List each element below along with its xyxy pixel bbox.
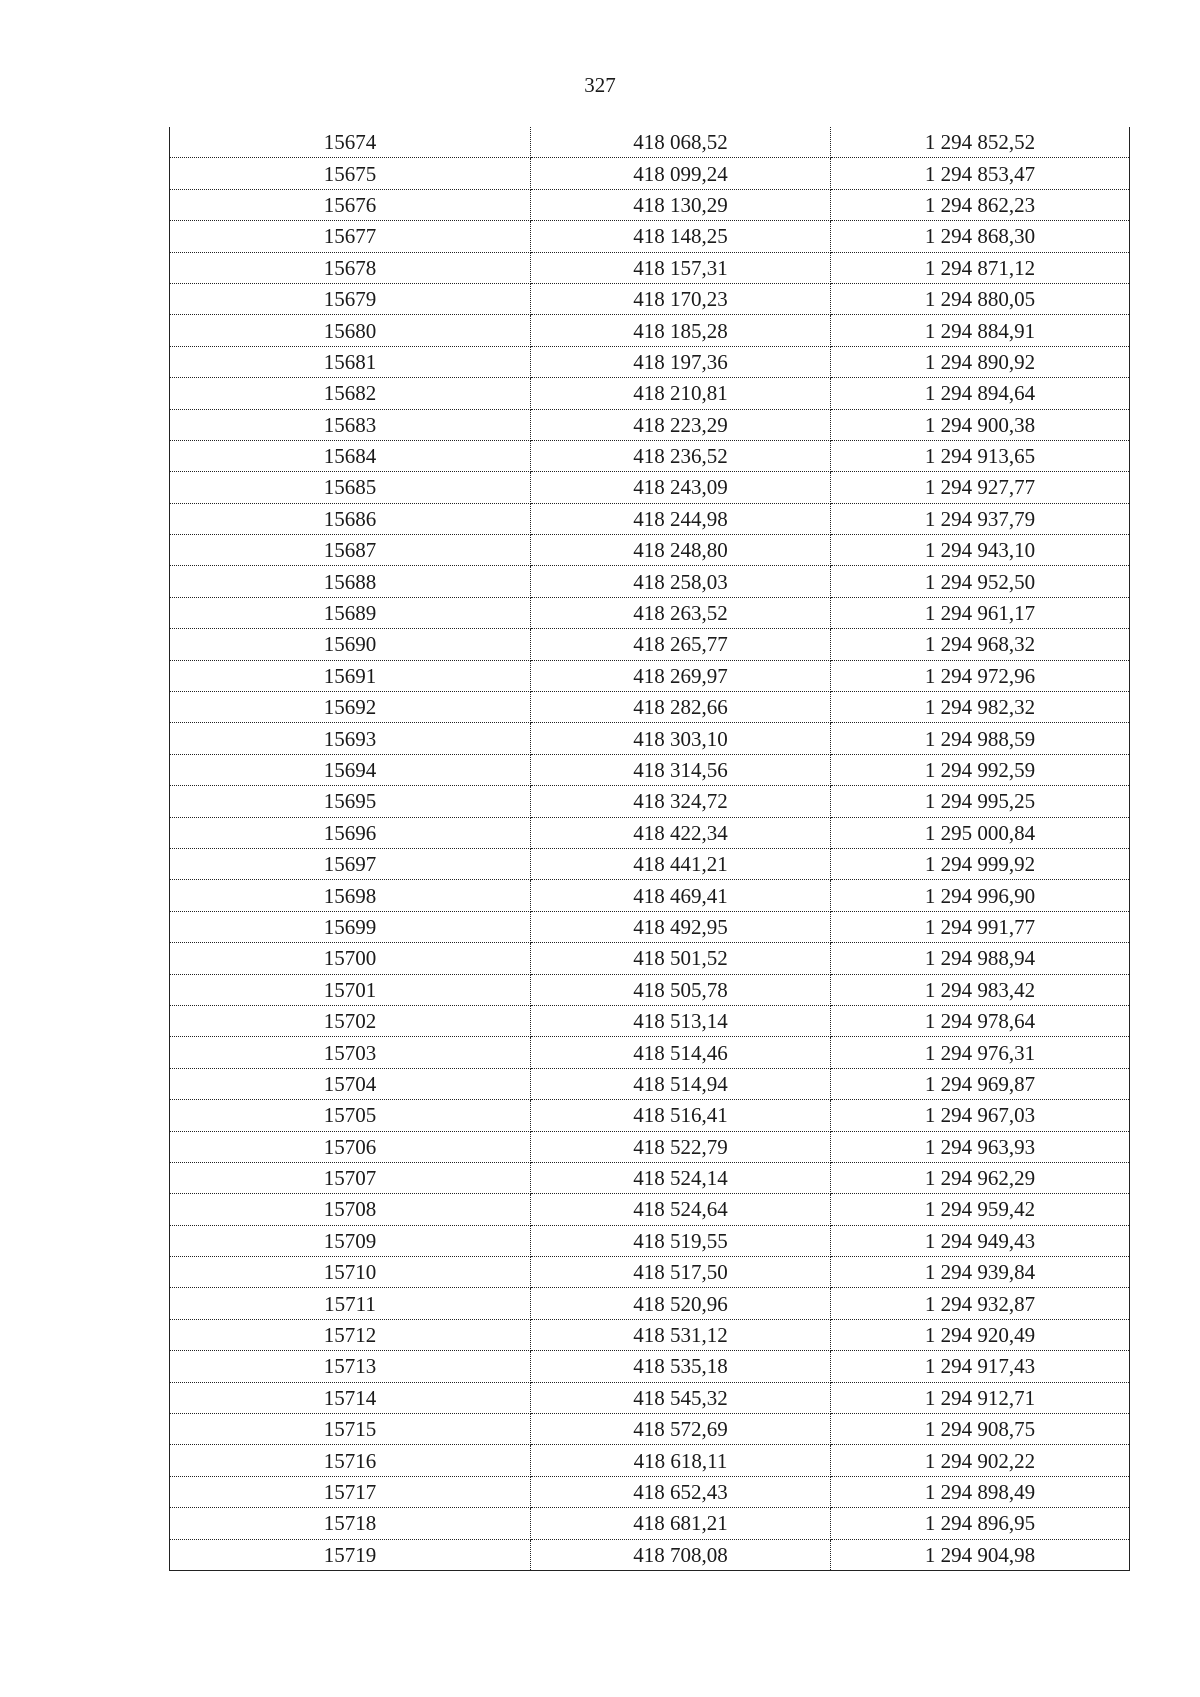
- x-coordinate-cell: 418 282,66: [531, 692, 831, 723]
- y-coordinate-cell: 1 294 952,50: [831, 566, 1130, 597]
- y-coordinate-cell: 1 294 996,90: [831, 880, 1130, 911]
- point-number-cell: 15715: [170, 1414, 531, 1445]
- table-row: [170, 848, 1130, 879]
- y-coordinate-cell: 1 294 853,47: [831, 158, 1130, 189]
- point-number-cell: 15695: [170, 786, 531, 817]
- y-coordinate-cell: 1 294 972,96: [831, 660, 1130, 691]
- x-coordinate-cell: 418 236,52: [531, 440, 831, 471]
- table-row: [170, 817, 1130, 848]
- table-row: [170, 1508, 1130, 1539]
- x-coordinate-cell: 418 520,96: [531, 1288, 831, 1319]
- y-coordinate-cell: 1 294 900,38: [831, 409, 1130, 440]
- table-row: [170, 252, 1130, 283]
- point-number-cell: 15707: [170, 1162, 531, 1193]
- point-number-cell: 15717: [170, 1476, 531, 1507]
- x-coordinate-cell: 418 170,23: [531, 283, 831, 314]
- table-row: [170, 1319, 1130, 1350]
- table-row: [170, 629, 1130, 660]
- point-number-cell: 15674: [170, 127, 531, 158]
- y-coordinate-cell: 1 294 852,52: [831, 127, 1130, 158]
- x-coordinate-cell: 418 157,31: [531, 252, 831, 283]
- y-coordinate-cell: 1 294 913,65: [831, 440, 1130, 471]
- x-coordinate-cell: 418 516,41: [531, 1100, 831, 1131]
- point-number-cell: 15712: [170, 1319, 531, 1350]
- x-coordinate-cell: 418 223,29: [531, 409, 831, 440]
- point-number-cell: 15704: [170, 1068, 531, 1099]
- y-coordinate-cell: 1 294 902,22: [831, 1445, 1130, 1476]
- point-number-cell: 15702: [170, 1005, 531, 1036]
- y-coordinate-cell: 1 294 959,42: [831, 1194, 1130, 1225]
- x-coordinate-cell: 418 519,55: [531, 1225, 831, 1256]
- y-coordinate-cell: 1 294 999,92: [831, 848, 1130, 879]
- x-coordinate-cell: 418 099,24: [531, 158, 831, 189]
- y-coordinate-cell: 1 294 967,03: [831, 1100, 1130, 1131]
- y-coordinate-cell: 1 294 969,87: [831, 1068, 1130, 1099]
- y-coordinate-cell: 1 294 983,42: [831, 974, 1130, 1005]
- table-row: [170, 315, 1130, 346]
- point-number-cell: 15709: [170, 1225, 531, 1256]
- point-number-cell: 15718: [170, 1508, 531, 1539]
- y-coordinate-cell: 1 294 976,31: [831, 1037, 1130, 1068]
- point-number-cell: 15688: [170, 566, 531, 597]
- point-number-cell: 15703: [170, 1037, 531, 1068]
- x-coordinate-cell: 418 197,36: [531, 346, 831, 377]
- x-coordinate-cell: 418 303,10: [531, 723, 831, 754]
- point-number-cell: 15687: [170, 535, 531, 566]
- point-number-cell: 15677: [170, 221, 531, 252]
- y-coordinate-cell: 1 294 943,10: [831, 535, 1130, 566]
- table-row: [170, 283, 1130, 314]
- table-row: [170, 409, 1130, 440]
- y-coordinate-cell: 1 294 982,32: [831, 692, 1130, 723]
- table-row: [170, 189, 1130, 220]
- table-row: [170, 127, 1130, 158]
- x-coordinate-cell: 418 243,09: [531, 472, 831, 503]
- table-row: [170, 1100, 1130, 1131]
- table-row: [170, 754, 1130, 785]
- x-coordinate-cell: 418 514,94: [531, 1068, 831, 1099]
- table-row: [170, 221, 1130, 252]
- point-number-cell: 15714: [170, 1382, 531, 1413]
- point-number-cell: 15684: [170, 440, 531, 471]
- table-row: [170, 1288, 1130, 1319]
- y-coordinate-cell: 1 294 995,25: [831, 786, 1130, 817]
- x-coordinate-cell: 418 513,14: [531, 1005, 831, 1036]
- x-coordinate-cell: 418 269,97: [531, 660, 831, 691]
- table-row: [170, 1131, 1130, 1162]
- point-number-cell: 15700: [170, 943, 531, 974]
- point-number-cell: 15680: [170, 315, 531, 346]
- table-row: [170, 1257, 1130, 1288]
- y-coordinate-cell: 1 294 937,79: [831, 503, 1130, 534]
- point-number-cell: 15708: [170, 1194, 531, 1225]
- table-row: [170, 597, 1130, 628]
- table-row: [170, 1539, 1130, 1570]
- point-number-cell: 15676: [170, 189, 531, 220]
- point-number-cell: 15706: [170, 1131, 531, 1162]
- x-coordinate-cell: 418 505,78: [531, 974, 831, 1005]
- point-number-cell: 15705: [170, 1100, 531, 1131]
- coordinates-table: [169, 127, 1130, 1571]
- point-number-cell: 15683: [170, 409, 531, 440]
- table-row: [170, 1476, 1130, 1507]
- x-coordinate-cell: 418 501,52: [531, 943, 831, 974]
- table-body: [170, 127, 1130, 1570]
- y-coordinate-cell: 1 294 961,17: [831, 597, 1130, 628]
- y-coordinate-cell: 1 294 896,95: [831, 1508, 1130, 1539]
- table-row: [170, 346, 1130, 377]
- y-coordinate-cell: 1 294 962,29: [831, 1162, 1130, 1193]
- table-row: [170, 1037, 1130, 1068]
- y-coordinate-cell: 1 294 880,05: [831, 283, 1130, 314]
- point-number-cell: 15686: [170, 503, 531, 534]
- table-row: [170, 472, 1130, 503]
- y-coordinate-cell: 1 294 894,64: [831, 378, 1130, 409]
- table-row: [170, 911, 1130, 942]
- x-coordinate-cell: 418 531,12: [531, 1319, 831, 1350]
- x-coordinate-cell: 418 263,52: [531, 597, 831, 628]
- point-number-cell: 15711: [170, 1288, 531, 1319]
- y-coordinate-cell: 1 294 908,75: [831, 1414, 1130, 1445]
- point-number-cell: 15682: [170, 378, 531, 409]
- table-row: [170, 723, 1130, 754]
- point-number-cell: 15693: [170, 723, 531, 754]
- y-coordinate-cell: 1 294 920,49: [831, 1319, 1130, 1350]
- y-coordinate-cell: 1 294 978,64: [831, 1005, 1130, 1036]
- table-row: [170, 1445, 1130, 1476]
- x-coordinate-cell: 418 522,79: [531, 1131, 831, 1162]
- x-coordinate-cell: 418 469,41: [531, 880, 831, 911]
- x-coordinate-cell: 418 492,95: [531, 911, 831, 942]
- table-row: [170, 660, 1130, 691]
- x-coordinate-cell: 418 524,64: [531, 1194, 831, 1225]
- y-coordinate-cell: 1 294 884,91: [831, 315, 1130, 346]
- point-number-cell: 15689: [170, 597, 531, 628]
- table-row: [170, 1162, 1130, 1193]
- table-row: [170, 1414, 1130, 1445]
- table-row: [170, 566, 1130, 597]
- x-coordinate-cell: 418 422,34: [531, 817, 831, 848]
- x-coordinate-cell: 418 258,03: [531, 566, 831, 597]
- table-row: [170, 158, 1130, 189]
- point-number-cell: 15699: [170, 911, 531, 942]
- x-coordinate-cell: 418 265,77: [531, 629, 831, 660]
- y-coordinate-cell: 1 294 968,32: [831, 629, 1130, 660]
- y-coordinate-cell: 1 294 988,59: [831, 723, 1130, 754]
- y-coordinate-cell: 1 294 904,98: [831, 1539, 1130, 1570]
- x-coordinate-cell: 418 618,11: [531, 1445, 831, 1476]
- y-coordinate-cell: 1 294 868,30: [831, 221, 1130, 252]
- y-coordinate-cell: 1 294 932,87: [831, 1288, 1130, 1319]
- x-coordinate-cell: 418 248,80: [531, 535, 831, 566]
- y-coordinate-cell: 1 294 871,12: [831, 252, 1130, 283]
- y-coordinate-cell: 1 294 927,77: [831, 472, 1130, 503]
- x-coordinate-cell: 418 148,25: [531, 221, 831, 252]
- x-coordinate-cell: 418 572,69: [531, 1414, 831, 1445]
- y-coordinate-cell: 1 294 991,77: [831, 911, 1130, 942]
- table-row: [170, 880, 1130, 911]
- x-coordinate-cell: 418 514,46: [531, 1037, 831, 1068]
- x-coordinate-cell: 418 210,81: [531, 378, 831, 409]
- table-row: [170, 974, 1130, 1005]
- x-coordinate-cell: 418 314,56: [531, 754, 831, 785]
- y-coordinate-cell: 1 294 939,84: [831, 1257, 1130, 1288]
- x-coordinate-cell: 418 708,08: [531, 1539, 831, 1570]
- x-coordinate-cell: 418 441,21: [531, 848, 831, 879]
- y-coordinate-cell: 1 294 963,93: [831, 1131, 1130, 1162]
- table-row: [170, 1068, 1130, 1099]
- point-number-cell: 15681: [170, 346, 531, 377]
- table-row: [170, 1194, 1130, 1225]
- table-row: [170, 1005, 1130, 1036]
- table-row: [170, 692, 1130, 723]
- x-coordinate-cell: 418 524,14: [531, 1162, 831, 1193]
- point-number-cell: 15694: [170, 754, 531, 785]
- point-number-cell: 15697: [170, 848, 531, 879]
- table-row: [170, 943, 1130, 974]
- y-coordinate-cell: 1 294 912,71: [831, 1382, 1130, 1413]
- y-coordinate-cell: 1 294 917,43: [831, 1351, 1130, 1382]
- y-coordinate-cell: 1 294 898,49: [831, 1476, 1130, 1507]
- y-coordinate-cell: 1 294 862,23: [831, 189, 1130, 220]
- x-coordinate-cell: 418 068,52: [531, 127, 831, 158]
- x-coordinate-cell: 418 535,18: [531, 1351, 831, 1382]
- point-number-cell: 15679: [170, 283, 531, 314]
- point-number-cell: 15691: [170, 660, 531, 691]
- table-row: [170, 503, 1130, 534]
- point-number-cell: 15716: [170, 1445, 531, 1476]
- point-number-cell: 15690: [170, 629, 531, 660]
- x-coordinate-cell: 418 244,98: [531, 503, 831, 534]
- table-row: [170, 378, 1130, 409]
- table-row: [170, 1225, 1130, 1256]
- x-coordinate-cell: 418 185,28: [531, 315, 831, 346]
- point-number-cell: 15678: [170, 252, 531, 283]
- point-number-cell: 15675: [170, 158, 531, 189]
- table-row: [170, 1382, 1130, 1413]
- point-number-cell: 15713: [170, 1351, 531, 1382]
- x-coordinate-cell: 418 681,21: [531, 1508, 831, 1539]
- point-number-cell: 15701: [170, 974, 531, 1005]
- point-number-cell: 15719: [170, 1539, 531, 1570]
- table-row: [170, 440, 1130, 471]
- y-coordinate-cell: 1 295 000,84: [831, 817, 1130, 848]
- point-number-cell: 15692: [170, 692, 531, 723]
- y-coordinate-cell: 1 294 890,92: [831, 346, 1130, 377]
- point-number-cell: 15685: [170, 472, 531, 503]
- y-coordinate-cell: 1 294 949,43: [831, 1225, 1130, 1256]
- x-coordinate-cell: 418 652,43: [531, 1476, 831, 1507]
- point-number-cell: 15710: [170, 1257, 531, 1288]
- x-coordinate-cell: 418 545,32: [531, 1382, 831, 1413]
- point-number-cell: 15698: [170, 880, 531, 911]
- x-coordinate-cell: 418 517,50: [531, 1257, 831, 1288]
- x-coordinate-cell: 418 324,72: [531, 786, 831, 817]
- page-number: 327: [584, 73, 616, 97]
- table-row: [170, 535, 1130, 566]
- table-row: [170, 786, 1130, 817]
- x-coordinate-cell: 418 130,29: [531, 189, 831, 220]
- point-number-cell: 15696: [170, 817, 531, 848]
- table-row: [170, 1351, 1130, 1382]
- y-coordinate-cell: 1 294 988,94: [831, 943, 1130, 974]
- y-coordinate-cell: 1 294 992,59: [831, 754, 1130, 785]
